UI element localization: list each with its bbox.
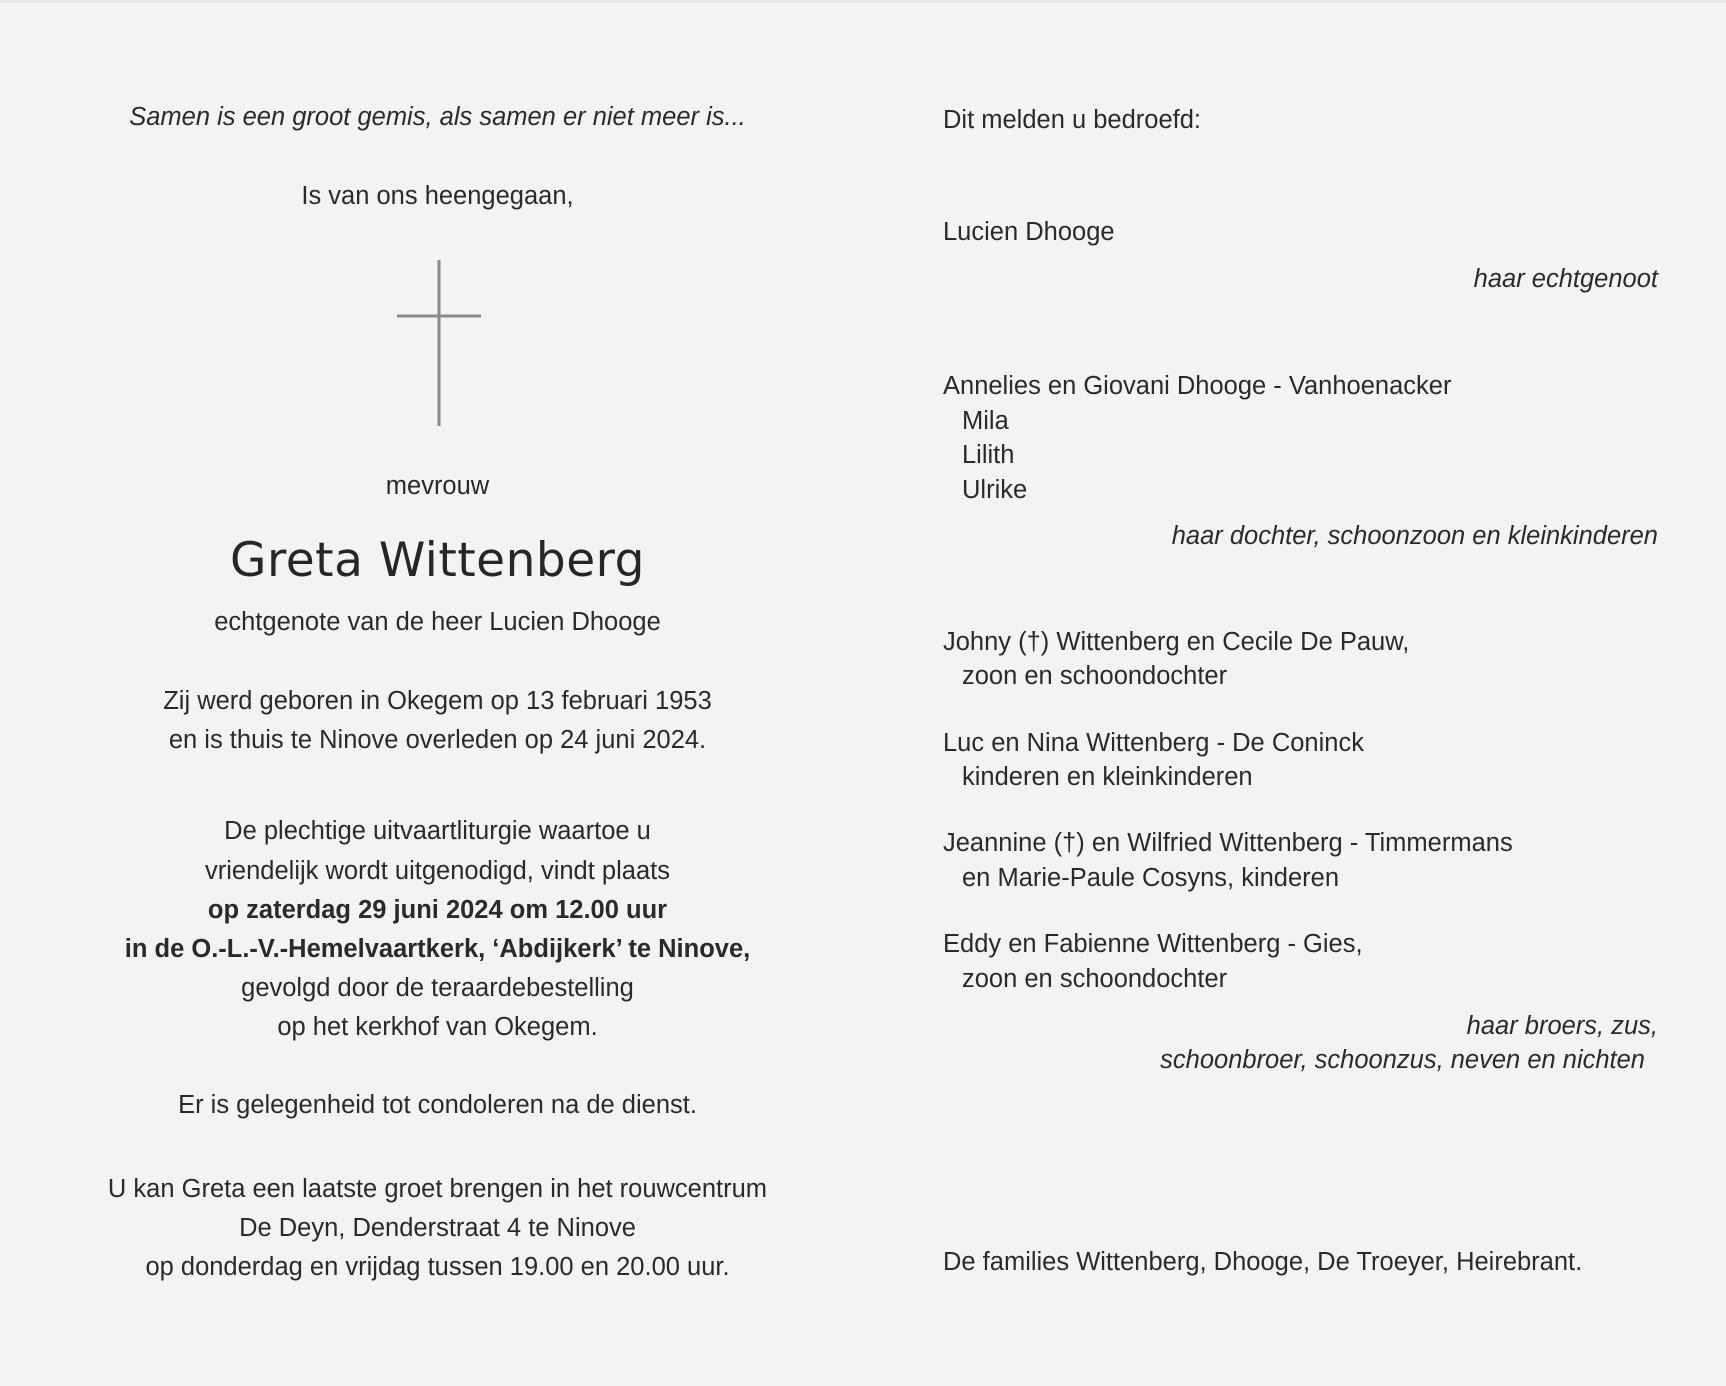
grandchild-2: Lilith	[962, 441, 1015, 469]
husband-relation: haar echtgenoot	[1473, 265, 1658, 293]
motto: Samen is een groot gemis, als samen er niet meer is...	[129, 103, 746, 131]
siblings-relation-2: schoonbroer, schoonzus, neven en nichten	[1160, 1046, 1645, 1074]
visit-line-3: op donderdag en vrijdag tussen 19.00 en 20.00 uur.	[145, 1253, 730, 1281]
obituary-left-column	[70, 0, 805, 1386]
visit-line-2: De Deyn, Denderstraat 4 te Ninove	[239, 1214, 636, 1242]
burial-line-1: gevolgd door de teraardebestelling	[241, 974, 634, 1002]
families-line: De families Wittenberg, Dhooge, De Troeyer, Heirebrant.	[943, 1248, 1583, 1276]
sibling-4-names: Eddy en Fabienne Wittenberg - Gies,	[943, 930, 1363, 958]
obituary-right-column	[943, 0, 1658, 1386]
birth-line: Zij werd geboren in Okegem op 13 februari 1953	[163, 687, 712, 715]
sibling-4-relation: zoon en schoondochter	[962, 965, 1228, 993]
sibling-1-relation: zoon en schoondochter	[962, 662, 1228, 690]
spouse-line: echtgenote van de heer Lucien Dhooge	[214, 608, 661, 636]
daughter-relation: haar dochter, schoonzoon en kleinkinderen	[1171, 522, 1658, 550]
siblings-relation-1: haar broers, zus,	[1466, 1012, 1658, 1040]
service-place: in de O.-L.-V.-Hemelvaartkerk, ‘Abdijkerk’ te Ninove,	[124, 935, 751, 963]
cross-icon	[397, 260, 481, 426]
burial-line-2: op het kerkhof van Okegem.	[277, 1013, 598, 1041]
sibling-1-names: Johny (†) Wittenberg en Cecile De Pauw,	[943, 628, 1410, 656]
announcement-intro: Dit melden u bedroefd:	[943, 106, 1201, 134]
service-line-2: vriendelijk wordt uitgenodigd, vindt plaats	[205, 857, 670, 885]
sibling-3-relation: en Marie-Paule Cosyns, kinderen	[962, 864, 1340, 892]
husband-name: Lucien Dhooge	[943, 218, 1115, 246]
death-line: en is thuis te Ninove overleden op 24 juni 2024.	[168, 726, 707, 754]
visit-line-1: U kan Greta een laatste groet brengen in het rouwcentrum	[107, 1175, 768, 1203]
service-date: op zaterdag 29 juni 2024 om 12.00 uur	[207, 896, 668, 924]
condolence-line: Er is gelegenheid tot condoleren na de dienst.	[178, 1091, 697, 1119]
sibling-2-relation: kinderen en kleinkinderen	[962, 763, 1253, 791]
honorific-title: mevrouw	[385, 472, 490, 500]
sibling-2-names: Luc en Nina Wittenberg - De Coninck	[943, 729, 1364, 757]
sibling-3-names: Jeannine (†) en Wilfried Wittenberg - Timmermans	[943, 829, 1513, 857]
passed-away-text: Is van ons heengegaan,	[301, 182, 574, 210]
grandchild-3: Ulrike	[962, 476, 1028, 504]
deceased-name: Greta Wittenberg	[230, 533, 645, 588]
service-line-1: De plechtige uitvaartliturgie waartoe u	[224, 817, 651, 845]
daughter-family: Annelies en Giovani Dhooge - Vanhoenacker	[943, 372, 1452, 400]
grandchild-1: Mila	[962, 407, 1009, 435]
